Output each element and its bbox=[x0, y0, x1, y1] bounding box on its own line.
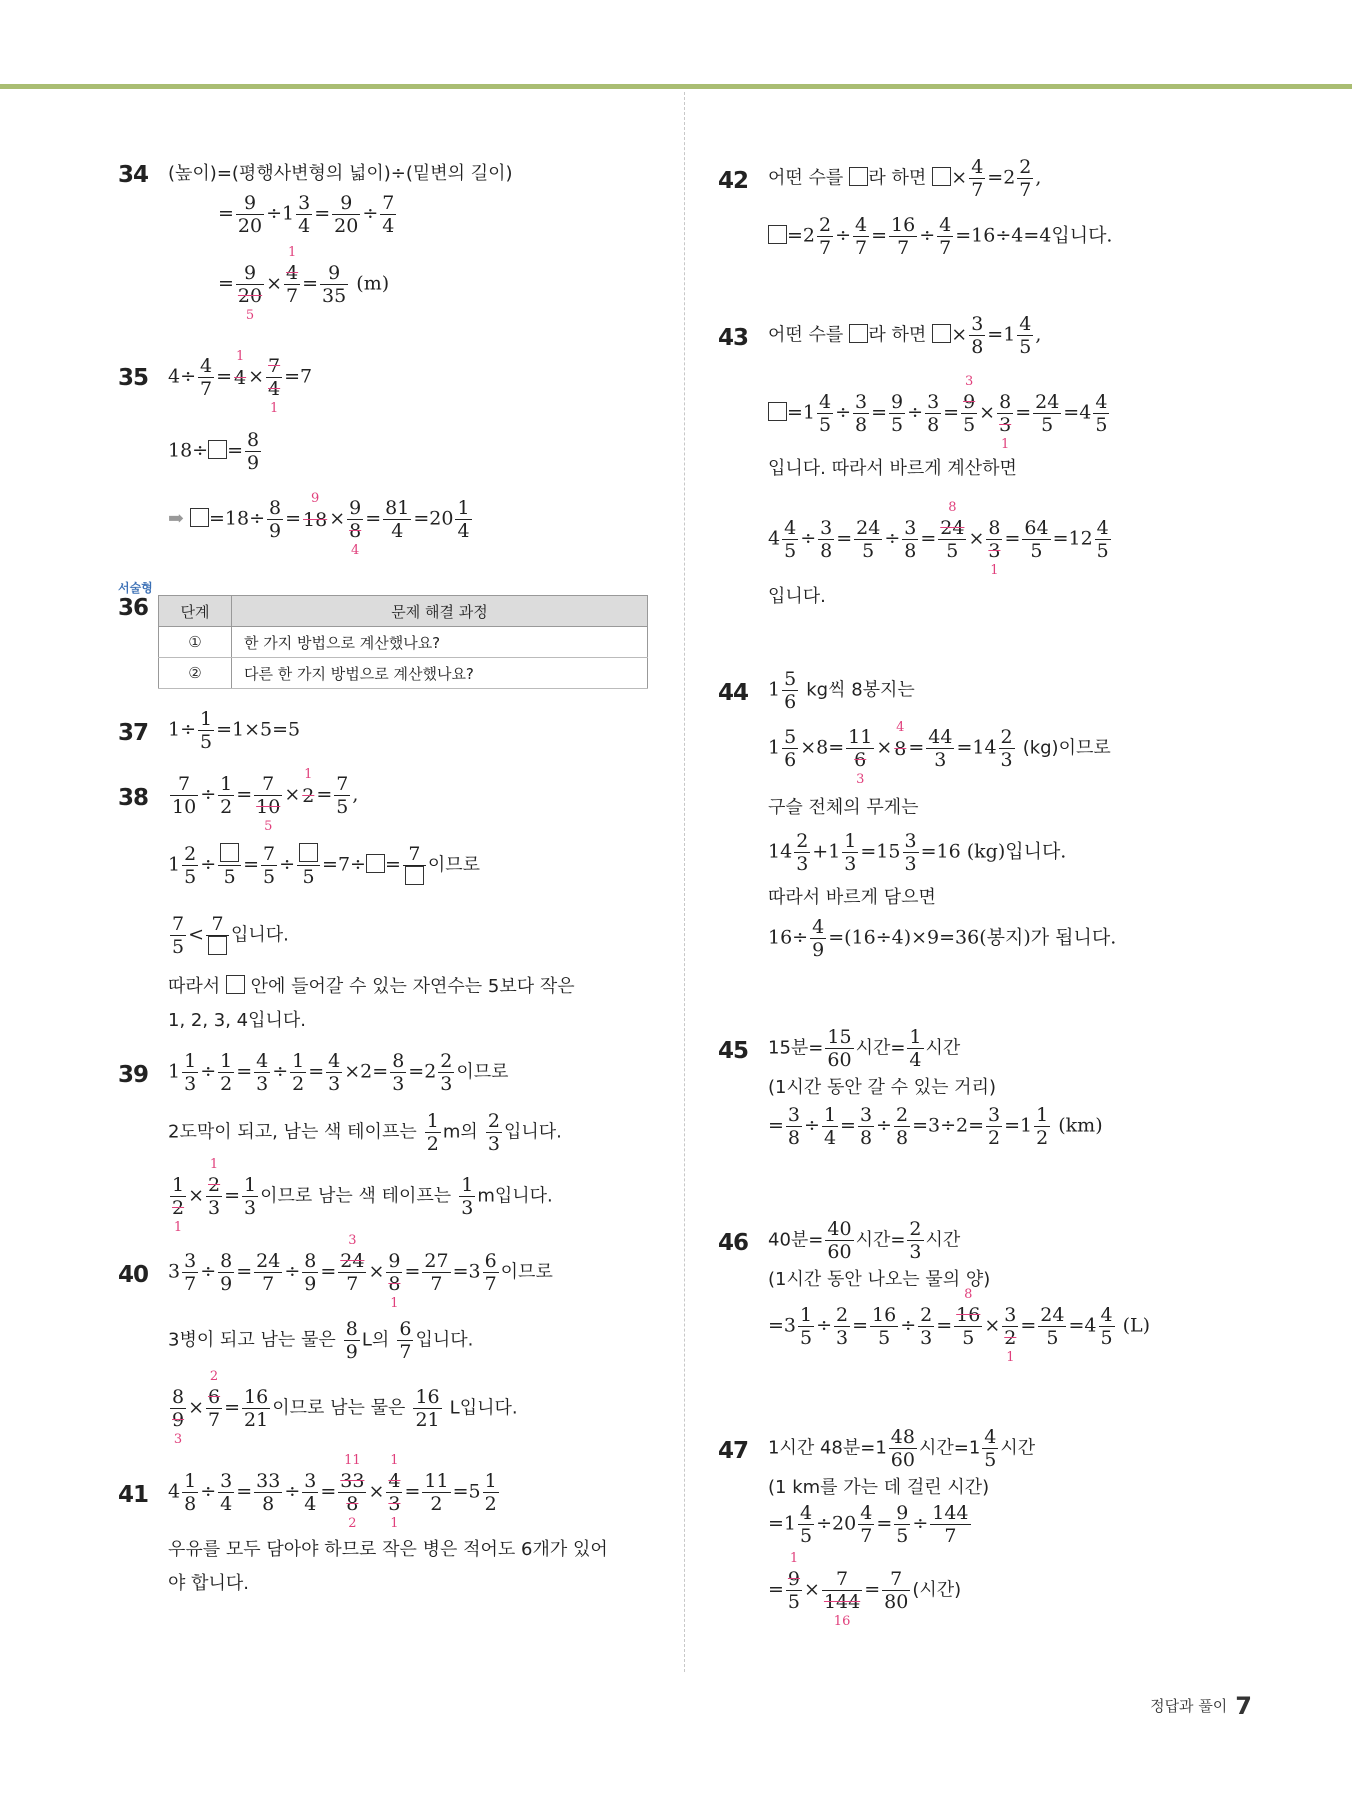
problem-38-line-2: 1 $\frac{2}{5}$ ÷ 5 = $\frac{7}{5}$ ÷ 5 =7÷ = 7 이므로 bbox=[168, 843, 481, 888]
step-text: 한 가지 방법으로 계산했나요? bbox=[232, 627, 648, 658]
text-m-imnida: m입니다. bbox=[477, 1185, 553, 1207]
problem-44-line-6: 16÷ $\frac{4}{9}$ =(16÷4)×9=36(봉지)가 됩니다. bbox=[768, 916, 1117, 961]
problem-number: 44 bbox=[718, 680, 749, 706]
problem-39-line-3: 1 2 1 × 1 2 3 = $\frac{1}{3}$ 이므로 남는 색 테이프는 $\frac{1}{3}$ m입니다. bbox=[172, 1157, 553, 1235]
unit-km: (km) bbox=[1058, 1114, 1103, 1137]
problem-40-line-1: 3 $\frac{3}{7}$ ÷ $\frac{8}{9}$ = $\frac{24}{7}$ ÷ $\frac{8}{9}$ = 3 24 7 × 9 8 1 = $\frac{27}{7}$ =3 $\frac{6}{7}$ 이므로 bbox=[168, 1233, 553, 1311]
problem-number: 42 bbox=[718, 168, 749, 194]
descriptive-tag: 서술형 bbox=[118, 581, 153, 595]
problem-number: 39 bbox=[118, 1062, 149, 1088]
footer-label: 정답과 풀이 bbox=[1150, 1697, 1228, 1715]
problem-45-line-3: = $\frac{3}{8}$ ÷ $\frac{1}{4}$ = $\frac{3}{8}$ ÷ $\frac{2}{8}$ =3÷2= $\frac{3}{2}$ =1 $\frac{1}{2}$ (km) bbox=[768, 1104, 1103, 1149]
problem-44-line-5: 따라서 바르게 담으면 bbox=[768, 887, 936, 908]
table-header-step: 단계 bbox=[159, 596, 232, 627]
problem-number: 41 bbox=[118, 1482, 149, 1508]
text-15min: 15분= bbox=[768, 1037, 824, 1059]
scoring-table bbox=[158, 595, 648, 689]
problem-number: 35 bbox=[118, 365, 149, 391]
problem-number: 37 bbox=[118, 720, 149, 746]
text-imnida: 입니다. bbox=[415, 1329, 474, 1351]
problem-44-line-2: 1 $\frac{5}{6}$ ×8= 11 6 3 × 4 8 = $\frac{44}{3}$ =14 $\frac{2}{3}$ (kg)이므로 bbox=[768, 719, 1111, 787]
problem-35-line-1: 4÷ $\frac{4}{7}$ = 1 4 × 7 4 1 =7 bbox=[168, 348, 313, 416]
page-footer bbox=[1150, 1692, 1252, 1720]
problem-35-line-2: 18÷ = $\frac{8}{9}$ bbox=[168, 429, 260, 474]
problem-43-line-2: =1 $\frac{4}{5}$ ÷ $\frac{3}{8}$ = $\frac{9}{5}$ ÷ $\frac{3}{8}$ = 3 9 5 × 8 3 1 = $\frac{24}{5}$ =4 $\frac{4}{5}$ bbox=[768, 391, 1111, 436]
problem-43-line-4: 4 $\frac{4}{5}$ ÷ $\frac{3}{8}$ = $\frac{24}{5}$ ÷ $\frac{3}{8}$ = 8 24 5 × 8 3 1 = $\frac{64}{5}$ =12 $\frac{4}{5}$ bbox=[768, 500, 1109, 578]
text-remaining-tape: 2도막이 되고, 남는 색 테이프는 bbox=[168, 1121, 417, 1143]
unit-hour: (시간) bbox=[912, 1579, 962, 1601]
text-m-of: m의 bbox=[442, 1121, 478, 1143]
text-if: 라 하면 bbox=[868, 167, 927, 189]
text-l-of: L의 bbox=[361, 1329, 390, 1351]
problem-number: 46 bbox=[718, 1230, 749, 1256]
text-remaining-water-2: 이므로 남는 물은 bbox=[272, 1397, 406, 1419]
text-40min: 40분= bbox=[768, 1229, 824, 1251]
problem-41-line-2: 우유를 모두 담아야 하므로 작은 병은 적어도 6개가 있어 bbox=[168, 1539, 608, 1560]
problem-39-line-2: 2도막이 되고, 남는 색 테이프는 $\frac{1}{2}$ m의 $\frac{2}{3}$ 입니다. bbox=[168, 1110, 562, 1155]
problem-47-line-3: =1 $\frac{4}{5}$ ÷20 $\frac{4}{7}$ = $\frac{9}{5}$ ÷ $\frac{144}{7}$ bbox=[768, 1502, 969, 1547]
unit-l: (L) bbox=[1122, 1314, 1151, 1337]
text-if: 라 하면 bbox=[868, 324, 927, 346]
problem-38-line-4 bbox=[168, 975, 575, 999]
problem-47-line-2: (1 km를 가는 데 걸린 시간) bbox=[768, 1477, 990, 1498]
problem-34-line-2: = $\frac{9}{20}$ ÷1 $\frac{3}{4}$ = $\frac{9}{20}$ ÷ $\frac{7}{4}$ bbox=[218, 192, 395, 237]
text-remaining-tape-2: 이므로 남는 색 테이프는 bbox=[260, 1185, 452, 1207]
unit-m: (m) bbox=[356, 272, 390, 295]
text-hour: 시간 bbox=[925, 1229, 961, 1251]
problem-44-line-3: 구슬 전체의 무게는 bbox=[768, 797, 919, 818]
text-hour-eq: 시간= bbox=[855, 1229, 906, 1251]
text-imnida: 입니다. bbox=[231, 924, 289, 946]
table-row bbox=[159, 658, 648, 689]
problem-46-line-2: (1시간 동안 나오는 물의 양) bbox=[768, 1269, 991, 1290]
expr-rest: =1×5=5 bbox=[216, 718, 301, 741]
table-row bbox=[159, 627, 648, 658]
text-imeuro: 이므로 bbox=[456, 1061, 509, 1083]
problem-46-line-1: 40분= $\frac{40}{60}$ 시간= $\frac{2}{3}$ 시간 bbox=[768, 1218, 961, 1263]
text-unknown: 어떤 수를 bbox=[768, 324, 844, 346]
text-imeuro: 이므로 bbox=[427, 854, 481, 876]
problem-46-line-3: =3 $\frac{1}{5}$ ÷ $\frac{2}{3}$ = $\frac{16}{5}$ ÷ $\frac{2}{3}$ = 8 16 5 × 3 2 1 = $\frac{24}{5}$ =4 $\frac{4}{5}$ (L) bbox=[768, 1287, 1151, 1365]
step-text: 다른 한 가지 방법으로 계산했나요? bbox=[232, 658, 648, 689]
step-number: ① bbox=[159, 627, 232, 658]
expr-start: 1÷ bbox=[168, 718, 197, 741]
problem-41-line-1: 4 $\frac{1}{8}$ ÷ $\frac{3}{4}$ = $\frac{33}{8}$ ÷ $\frac{3}{4}$ = 11 33 8 2 × 1 4 3 1 = $\frac{11}{2}$ =5 $\frac{1}{2}$ bbox=[168, 1453, 497, 1531]
problem-47-line-4: = 1 9 5 × 7 144 16 = $\frac{7}{80}$ (시간) bbox=[768, 1551, 962, 1629]
text-1h48m: 1시간 48분=1 bbox=[768, 1437, 887, 1459]
problem-number: 47 bbox=[718, 1438, 749, 1464]
text-total-weight: =16 (kg)입니다. bbox=[920, 840, 1067, 863]
problem-42-line-2: =2 $\frac{2}{7}$ ÷ $\frac{4}{7}$ = $\frac{16}{7}$ ÷ $\frac{4}{7}$ =16÷4=4입니다. bbox=[768, 214, 1112, 259]
text-imeuro: 이므로 bbox=[500, 1261, 553, 1283]
problem-40-line-2: 3병이 되고 남는 물은 $\frac{8}{9}$ L의 $\frac{6}{7}$ 입니다. bbox=[168, 1318, 474, 1363]
problem-38-line-1: $\frac{7}{10}$ ÷ $\frac{1}{2}$ = 7 10 5 × 1 2 = $\frac{7}{5}$ , bbox=[172, 766, 359, 834]
problem-45-line-2: (1시간 동안 갈 수 있는 거리) bbox=[768, 1077, 996, 1098]
table-header-process: 문제 해결 과정 bbox=[232, 596, 648, 627]
problem-44-line-4: 14 $\frac{2}{3}$ +1 $\frac{1}{3}$ =15 $\frac{3}{3}$ =16 (kg)입니다. bbox=[768, 830, 1067, 875]
problem-42-line-1: 어떤 수를 라 하면 × $\frac{4}{7}$ =2 $\frac{2}{7}$ , bbox=[768, 156, 1042, 201]
problem-45-line-1: 15분= $\frac{15}{60}$ 시간= $\frac{1}{4}$ 시간 bbox=[768, 1026, 961, 1071]
text-l-imnida: L입니다. bbox=[449, 1397, 518, 1419]
text-unknown: 어떤 수를 bbox=[768, 167, 844, 189]
problem-34-line-1: (높이)=(평행사변형의 넓이)÷(밑변의 길이) bbox=[168, 163, 513, 184]
text-hour-eq: 시간=1 bbox=[918, 1437, 981, 1459]
page-number: 7 bbox=[1235, 1692, 1252, 1720]
problem-35-line-3: ➡ =18÷ $\frac{8}{9}$ = 9 18 × 9 8 4 = $\frac{81}{4}$ =20 $\frac{1}{4}$ bbox=[168, 490, 470, 558]
problem-47-line-1: 1시간 48분=1 $\frac{48}{60}$ 시간=1 $\frac{4}{5}$ 시간 bbox=[768, 1426, 1036, 1471]
text-hour-eq: 시간= bbox=[855, 1037, 906, 1059]
problem-34-line-3: = 9 20 5 × 1 4 7 = $\frac{9}{35}$ (m) bbox=[218, 245, 390, 323]
problem-number: 34 bbox=[118, 162, 149, 188]
text-hour: 시간 bbox=[925, 1037, 961, 1059]
problem-43-line-1: 어떤 수를 라 하면 × $\frac{3}{8}$ =1 $\frac{4}{5}$ , bbox=[768, 313, 1042, 358]
problem-40-line-3: 8 9 3 × 2 6 7 = $\frac{16}{21}$ 이므로 남는 물은 $\frac{16}{21}$ L입니다. bbox=[172, 1369, 518, 1447]
text-result: =16÷4=4입니다. bbox=[955, 224, 1113, 247]
text-imnida: 입니다. bbox=[503, 1121, 562, 1143]
problem-number: 43 bbox=[718, 325, 749, 351]
text-condition: 안에 들어갈 수 있는 자연수는 5보다 작은 bbox=[250, 976, 575, 997]
column-divider bbox=[684, 92, 685, 1672]
problem-37-line-1: 1÷ $\frac{1}{5}$ =1×5=5 bbox=[168, 708, 301, 753]
problem-38-line-5: 1, 2, 3, 4입니다. bbox=[168, 1010, 307, 1031]
problem-41-line-3: 야 합니다. bbox=[168, 1573, 249, 1594]
problem-38-line-3: $\frac{7}{5}$ < 7 입니다. bbox=[172, 913, 289, 958]
text-kg-imeuro: (kg)이므로 bbox=[1022, 737, 1111, 759]
problem-number: 45 bbox=[718, 1038, 749, 1064]
step-number: ② bbox=[159, 658, 232, 689]
top-accent-bar bbox=[0, 84, 1352, 89]
text-bag-count: =(16÷4)×9=36(봉지)가 됩니다. bbox=[828, 926, 1117, 949]
problem-number: 38 bbox=[118, 785, 149, 811]
text-remaining-water: 3병이 되고 남는 물은 bbox=[168, 1329, 336, 1351]
text-hour: 시간 bbox=[1000, 1437, 1036, 1459]
text-ttaraseo: 따라서 bbox=[168, 976, 221, 997]
problem-43-line-5: 입니다. bbox=[768, 586, 826, 607]
text-per-bag: kg씩 8봉지는 bbox=[806, 679, 915, 701]
problem-number: 36 bbox=[118, 595, 149, 621]
problem-44-line-1: 1 $\frac{5}{6}$ kg씩 8봉지는 bbox=[768, 668, 915, 713]
problem-43-line-3: 입니다. 따라서 바르게 계산하면 bbox=[768, 458, 1017, 479]
problem-39-line-1: 1 $\frac{1}{3}$ ÷ $\frac{1}{2}$ = $\frac{4}{3}$ ÷ $\frac{1}{2}$ = $\frac{4}{3}$ ×2= $\frac{8}{3}$ =2 $\frac{2}{3}$ 이므로 bbox=[168, 1050, 509, 1095]
problem-number: 40 bbox=[118, 1262, 149, 1288]
